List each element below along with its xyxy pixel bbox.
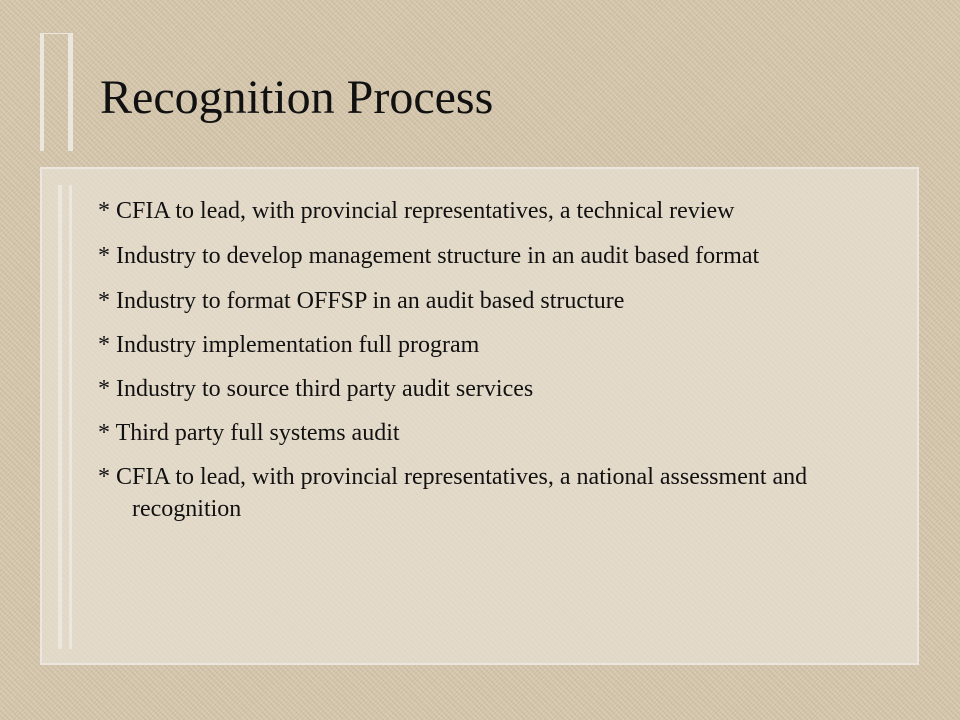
bullet-item: * CFIA to lead, with provincial representatives, a national assessment and recognition [98,464,808,522]
slide-title: Recognition Process [100,71,494,124]
bullet-list [98,195,878,538]
content-decoration [58,185,72,649]
bullet-item: * Industry to source third party audit services [98,376,534,402]
bullet-item: * Industry to develop management structure in an audit based format [98,243,760,269]
bullet-item: * Third party full systems audit [98,420,400,446]
bullet-item: * Industry implementation full program [98,332,480,358]
bullet-item: * Industry to format OFFSP in an audit based structure [98,288,625,314]
bullet-item: * CFIA to lead, with provincial representatives, a technical review [98,198,735,224]
title-decoration [40,33,73,151]
